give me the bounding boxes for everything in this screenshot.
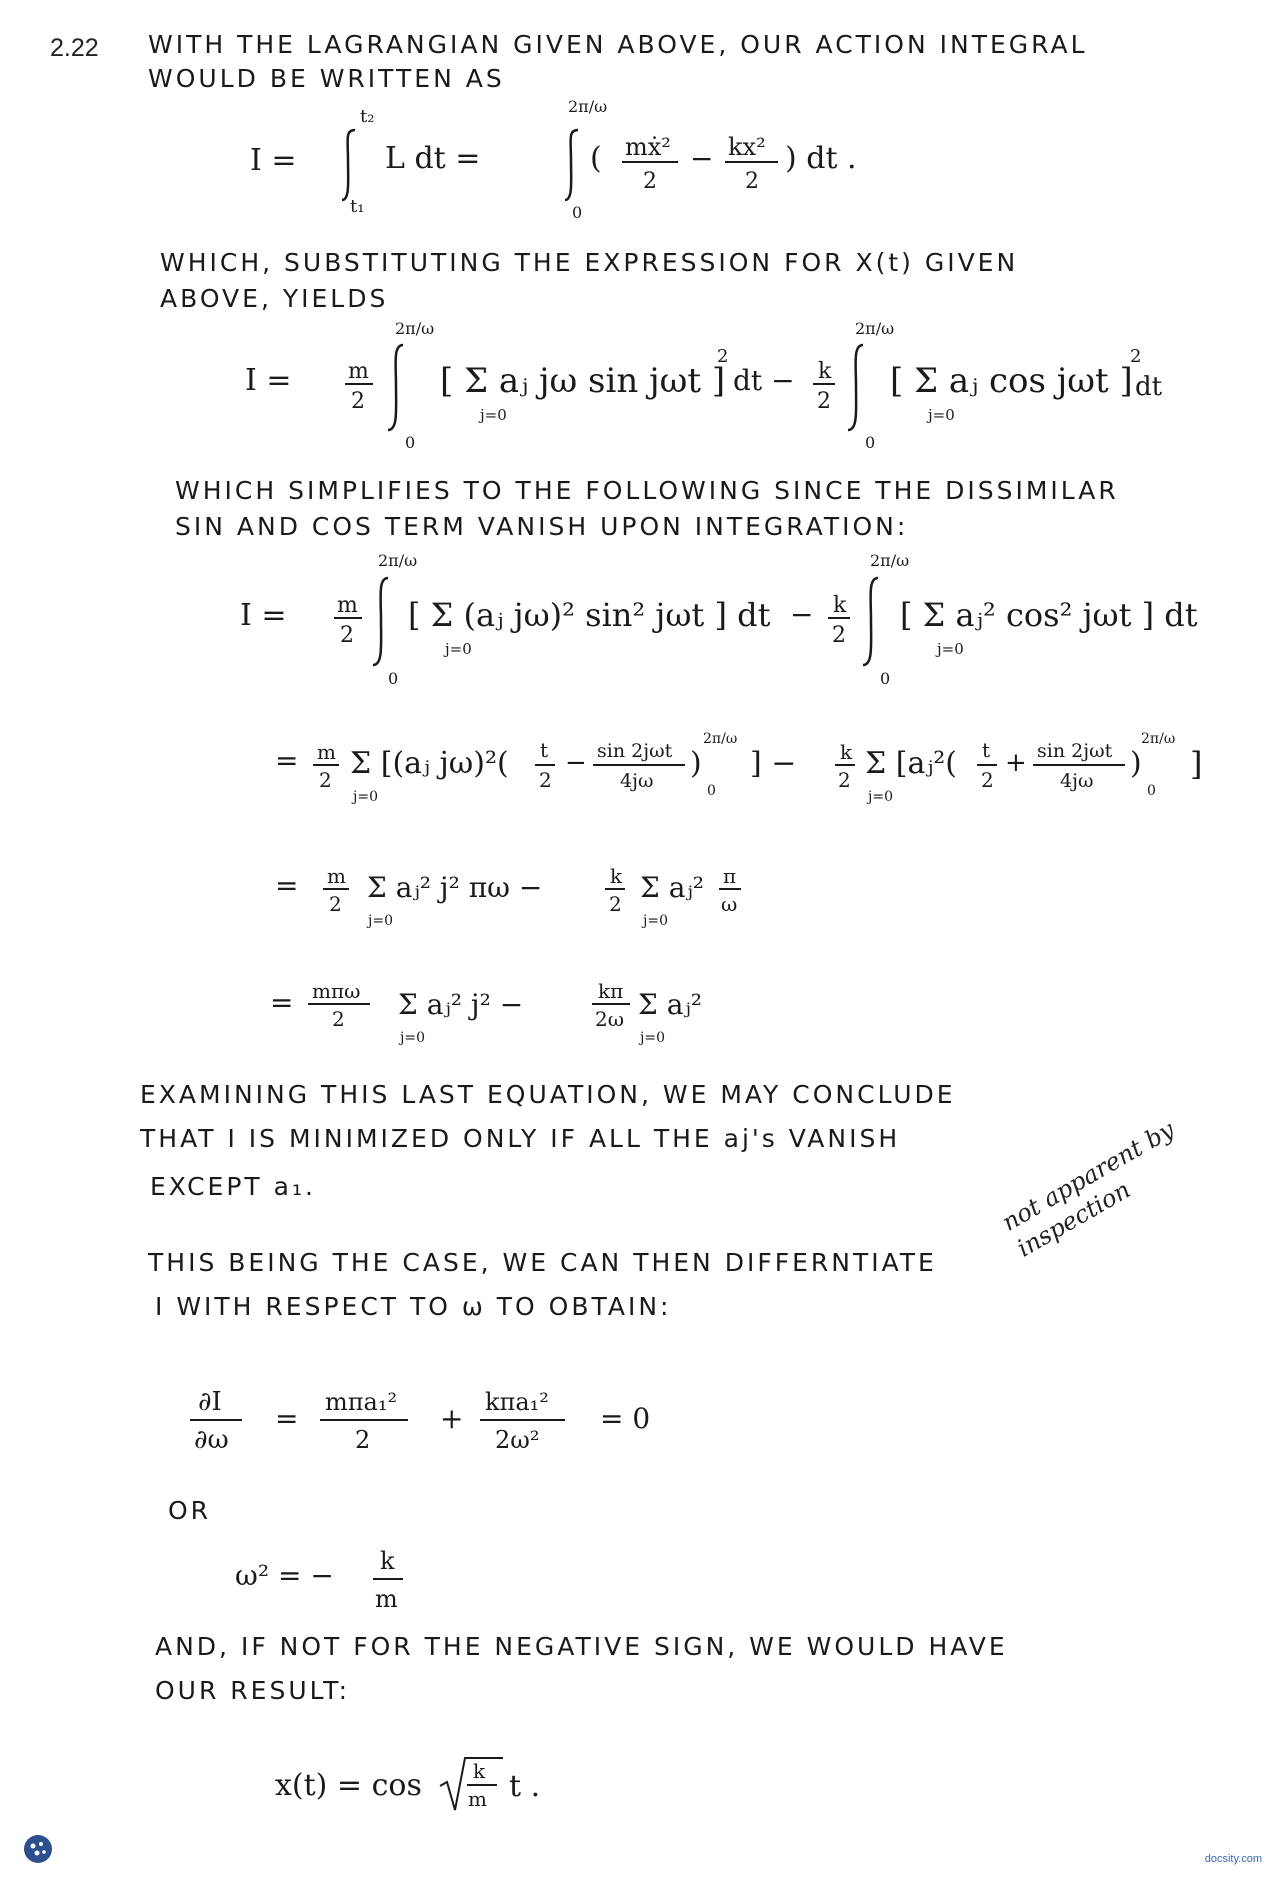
equation-action-integral [250, 100, 950, 220]
eq1-source [0, 0, 1, 1]
eq1-text: I = [250, 143, 297, 178]
svg-text:2ω²: 2ω² [495, 1426, 540, 1454]
svg-text:sin 2jωt: sin 2jωt [1037, 740, 1113, 762]
svg-text:2: 2 [355, 1426, 371, 1454]
svg-text:dt −: dt − [733, 364, 795, 397]
equation-substituted [245, 320, 1165, 450]
svg-text:= 0: = 0 [600, 1402, 651, 1435]
svg-text:L dt =: L dt = [385, 141, 481, 176]
svg-text:2: 2 [340, 623, 354, 648]
margin-note [997, 1090, 1265, 1263]
equation-final-action [270, 960, 870, 1050]
svg-text:−: − [565, 748, 587, 778]
svg-text:kπa₁²: kπa₁² [485, 1388, 549, 1416]
svg-text:k: k [473, 1759, 486, 1783]
svg-text:x(t) = cos: x(t) = cos [275, 1768, 422, 1803]
svg-text:π: π [723, 864, 737, 888]
svg-text:2: 2 [351, 389, 365, 414]
paragraph-3-line-2: SIN AND COS TERM VANISH UPON INTEGRATION: [175, 512, 909, 541]
svg-text:[ Σ aⱼ cos jωt ]: [ Σ aⱼ cos jωt ] [890, 361, 1133, 401]
problem-number: 2.22 [50, 34, 99, 62]
svg-text:2: 2 [539, 768, 552, 792]
svg-text:[ Σ aⱼ² cos² jωt ] dt: [ Σ aⱼ² cos² jωt ] dt [900, 596, 1198, 634]
paragraph-5-line-2: I WITH RESPECT TO ω TO OBTAIN: [155, 1292, 672, 1321]
svg-text:2: 2 [319, 768, 332, 792]
svg-text:=: = [270, 986, 294, 1019]
svg-text:m: m [317, 740, 336, 764]
svg-text:k: k [610, 864, 623, 888]
svg-text:k: k [818, 359, 832, 384]
svg-text:j=0: j=0 [928, 406, 955, 424]
svg-text:2: 2 [981, 768, 994, 792]
paragraph-4-line-1: EXAMINING THIS LAST EQUATION, WE MAY CONCLUDE [140, 1080, 956, 1109]
svg-text:I =: I = [245, 363, 292, 398]
svg-text:) dt .: ) dt . [785, 141, 857, 176]
svg-text:2: 2 [745, 169, 759, 194]
svg-text:j=0: j=0 [643, 913, 668, 929]
svg-text:k: k [833, 593, 847, 618]
paragraph-4-line-2: THAT I IS MINIMIZED ONLY IF ALL THE aj's VANISH [140, 1124, 901, 1153]
paragraph-7-line-2: OUR RESULT: [155, 1676, 351, 1705]
paragraph-3-line-1: WHICH SIMPLIFIES TO THE FOLLOWING SINCE THE DISSIMILAR [175, 476, 1119, 505]
svg-text:j=0: j=0 [445, 640, 472, 658]
svg-text:2π/ω: 2π/ω [855, 320, 895, 338]
svg-text:sin 2jωt: sin 2jωt [597, 740, 673, 762]
svg-text:Σ [aⱼ²(: Σ [aⱼ²( [865, 746, 957, 781]
svg-text:m: m [348, 359, 369, 384]
svg-text:j=0: j=0 [480, 406, 507, 424]
svg-text:0: 0 [388, 669, 399, 688]
svg-text:j=0: j=0 [353, 789, 378, 805]
svg-text:kx²: kx² [728, 133, 766, 161]
svg-text:Σ aⱼ²: Σ aⱼ² [640, 871, 705, 904]
svg-text:Σ aⱼ² j² −: Σ aⱼ² j² − [398, 988, 524, 1021]
svg-text:=: = [275, 744, 299, 777]
svg-text:dt: dt [1135, 372, 1163, 402]
svg-text:∂I: ∂I [198, 1387, 222, 1417]
svg-text:0: 0 [405, 433, 416, 450]
svg-text:2: 2 [1130, 346, 1142, 367]
watermark: docsity.com [1204, 1853, 1262, 1865]
svg-text:0: 0 [865, 433, 876, 450]
svg-text:m: m [375, 1585, 398, 1613]
svg-text:4jω: 4jω [1060, 770, 1094, 792]
svg-text:t: t [540, 738, 549, 762]
svg-text:2: 2 [838, 768, 851, 792]
svg-text:t .: t . [509, 1769, 541, 1804]
paragraph-4-line-3: EXCEPT a₁. [150, 1172, 316, 1201]
equation-omega-squared [235, 1535, 455, 1625]
paragraph-or: OR [168, 1496, 212, 1525]
svg-text:k: k [380, 1547, 395, 1575]
svg-text:m: m [337, 593, 358, 618]
svg-text:[ Σ aⱼ jω sin jωt ]: [ Σ aⱼ jω sin jωt ] [440, 361, 726, 401]
svg-text:∂ω: ∂ω [194, 1425, 229, 1455]
svg-text:2: 2 [817, 389, 831, 414]
svg-text:[ Σ (aⱼ jω)² sin² jωt ] dt: [ Σ (aⱼ jω)² sin² jωt ] dt [408, 596, 771, 634]
svg-text:j=0: j=0 [368, 913, 393, 929]
svg-text:ω² = −: ω² = − [235, 1559, 334, 1592]
svg-text:Σ aⱼ²: Σ aⱼ² [638, 988, 703, 1021]
svg-text:2: 2 [332, 1007, 345, 1031]
svg-text:2π/ω: 2π/ω [1141, 731, 1176, 747]
svg-text:mπω: mπω [312, 979, 361, 1003]
svg-text:j=0: j=0 [868, 789, 893, 805]
margin-note-text: not apparent by inspection [997, 1115, 1180, 1263]
paragraph-1-line-2: WOULD BE WRITTEN AS [148, 64, 505, 93]
svg-text:−: − [790, 598, 814, 631]
svg-text:j=0: j=0 [937, 640, 964, 658]
svg-text:k: k [840, 740, 853, 764]
svg-text:2: 2 [832, 623, 846, 648]
svg-text:4jω: 4jω [620, 770, 654, 792]
svg-text:+: + [440, 1402, 464, 1435]
svg-text:t₂: t₂ [360, 106, 375, 127]
svg-text:2: 2 [643, 169, 657, 194]
svg-text:=: = [275, 869, 299, 902]
svg-text:2π/ω: 2π/ω [703, 731, 738, 747]
svg-text:Σ aⱼ² j² πω −: Σ aⱼ² j² πω − [367, 871, 543, 904]
paragraph-5-line-1: THIS BEING THE CASE, WE CAN THEN DIFFERNTIATE [148, 1248, 937, 1277]
docsity-logo-icon [22, 1833, 54, 1865]
svg-text:j=0: j=0 [400, 1030, 425, 1046]
integral-sign [342, 130, 355, 200]
svg-text:0: 0 [880, 669, 891, 688]
svg-text:m: m [468, 1787, 487, 1811]
paragraph-7-line-1: AND, IF NOT FOR THE NEGATIVE SIGN, WE WOULD HAVE [155, 1632, 1008, 1661]
equation-evaluated [275, 845, 875, 935]
svg-text:2π/ω: 2π/ω [568, 100, 608, 116]
equation-result [275, 1740, 595, 1830]
svg-text:=: = [275, 1402, 299, 1435]
paragraph-2-line-1: WHICH, SUBSTITUTING THE EXPRESSION FOR X(t) GIVEN [160, 248, 1019, 277]
svg-text:0: 0 [707, 783, 716, 799]
paragraph-1-line-1: WITH THE LAGRANGIAN GIVEN ABOVE, OUR ACTION INTEGRAL [148, 30, 1088, 59]
svg-text:0: 0 [1147, 783, 1156, 799]
svg-text:]: ] [1190, 745, 1203, 783]
svg-text:0: 0 [572, 203, 583, 220]
equation-simplified [240, 550, 1210, 690]
svg-text:kπ: kπ [598, 979, 624, 1003]
svg-text:): ) [690, 746, 702, 781]
svg-text:2: 2 [717, 346, 729, 367]
svg-text:2ω: 2ω [595, 1007, 625, 1031]
svg-text:Σ [(aⱼ jω)²(: Σ [(aⱼ jω)²( [350, 746, 509, 781]
svg-text:mπa₁²: mπa₁² [325, 1388, 398, 1416]
equation-integrated [275, 715, 1265, 815]
integral-sign-2 [565, 130, 578, 200]
svg-text:): ) [1130, 746, 1142, 781]
svg-text:mẋ²: mẋ² [625, 133, 671, 161]
svg-text:2π/ω: 2π/ω [870, 551, 910, 570]
paragraph-2-line-2: ABOVE, YIELDS [160, 284, 389, 313]
svg-text:−: − [690, 142, 714, 175]
svg-text:I =: I = [240, 598, 287, 633]
svg-text:t: t [982, 738, 991, 762]
svg-text:j=0: j=0 [640, 1030, 665, 1046]
svg-text:2π/ω: 2π/ω [378, 551, 418, 570]
equation-derivative [190, 1370, 690, 1470]
svg-text:2: 2 [329, 892, 342, 916]
svg-text:+: + [1005, 748, 1027, 778]
svg-text:2: 2 [609, 892, 622, 916]
svg-text:(: ( [590, 141, 602, 176]
svg-text:ω: ω [721, 892, 738, 916]
svg-text:] −: ] − [750, 746, 797, 781]
svg-text:2π/ω: 2π/ω [395, 320, 435, 338]
svg-text:m: m [327, 864, 346, 888]
svg-text:t₁: t₁ [350, 196, 365, 217]
